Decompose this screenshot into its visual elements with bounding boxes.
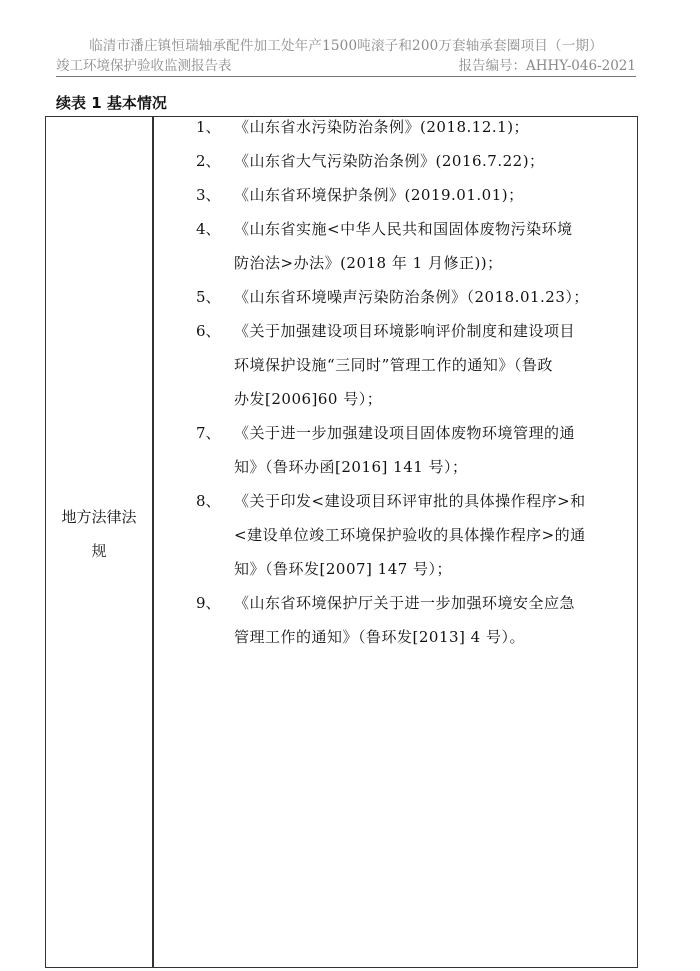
regulation-item-text [234,280,638,314]
table-caption: 续表 1 基本情况 [56,94,167,112]
regulation-item-number: 3、 [196,186,221,204]
regulation-item-number: 7、 [196,424,221,442]
category-label [47,500,151,568]
header-subtitle-row [56,56,636,77]
regulation-item-number: 2、 [196,152,221,170]
regulation-item-line: 办发[2006]60 号）； [234,390,383,408]
regulation-item-text [234,212,638,280]
category-label-line: 地方法律法 [61,508,137,526]
regulation-item-number: 6、 [196,322,221,340]
header-project-title: 临清市潘庄镇恒瑞轴承配件加工处年产1500吨滚子和200万套轴承套圈项目（一期） [89,38,603,54]
column-divider [152,116,154,968]
regulation-item-line: 《山东省水污染防治条例》(2018.12.1)； [234,118,530,136]
regulation-item-number: 4、 [196,220,221,238]
regulation-item-line: <建设单位竣工环境保护验收的具体操作程序>的通 [234,526,586,544]
regulation-item-line: 知》（鲁环办函[2016] 141 号）； [234,458,468,476]
regulation-item-text [234,144,638,178]
regulation-item-line: 《山东省大气污染防治条例》(2016.7.22)； [234,152,545,170]
regulation-item-line: 《山东省环境噪声污染防治条例》（2018.01.23）； [234,288,589,306]
regulation-item-number: 1、 [196,118,221,136]
regulation-item-text [234,586,638,654]
regulation-item-line: 《关于加强建设项目环境影响评价制度和建设项目 [234,322,576,340]
header-report-type: 竣工环境保护验收监测报告表 [56,58,232,74]
regulation-item-number: 5、 [196,288,221,306]
regulation-item-line: 《山东省环境保护条例》(2019.01.01)； [234,186,524,204]
regulation-item-line: 《关于进一步加强建设项目固体废物环境管理的通 [234,424,576,442]
regulation-item-line: 《关于印发<建设项目环评审批的具体操作程序>和 [234,492,586,510]
regulation-item-text [234,178,638,212]
regulation-item-number: 8、 [196,492,221,510]
regulation-item-line: 知》（鲁环发[2007] 147 号）； [234,560,453,578]
header-report-number: 报告编号：AHHY-046-2021 [458,58,636,74]
regulation-item-line: 管理工作的通知》（鲁环发[2013] 4 号）。 [234,628,525,646]
regulation-item-text [234,110,638,144]
regulation-item-line: 《山东省环境保护厅关于进一步加强环境安全应急 [234,594,576,612]
regulation-item-line: 环境保护设施“三同时”管理工作的通知》（鲁政 [234,356,553,374]
regulation-item-text [234,416,638,484]
regulation-item-text [234,314,638,416]
regulation-item-text [234,484,638,586]
regulation-item-line: 《山东省实施<中华人民共和国固体废物污染环境 [234,220,573,238]
regulation-item-number: 9、 [196,594,221,612]
regulation-item-line: 防治法>办法》(2018 年 1 月修正))； [234,254,503,272]
category-label-line: 规 [91,542,107,560]
page-header [56,36,636,77]
